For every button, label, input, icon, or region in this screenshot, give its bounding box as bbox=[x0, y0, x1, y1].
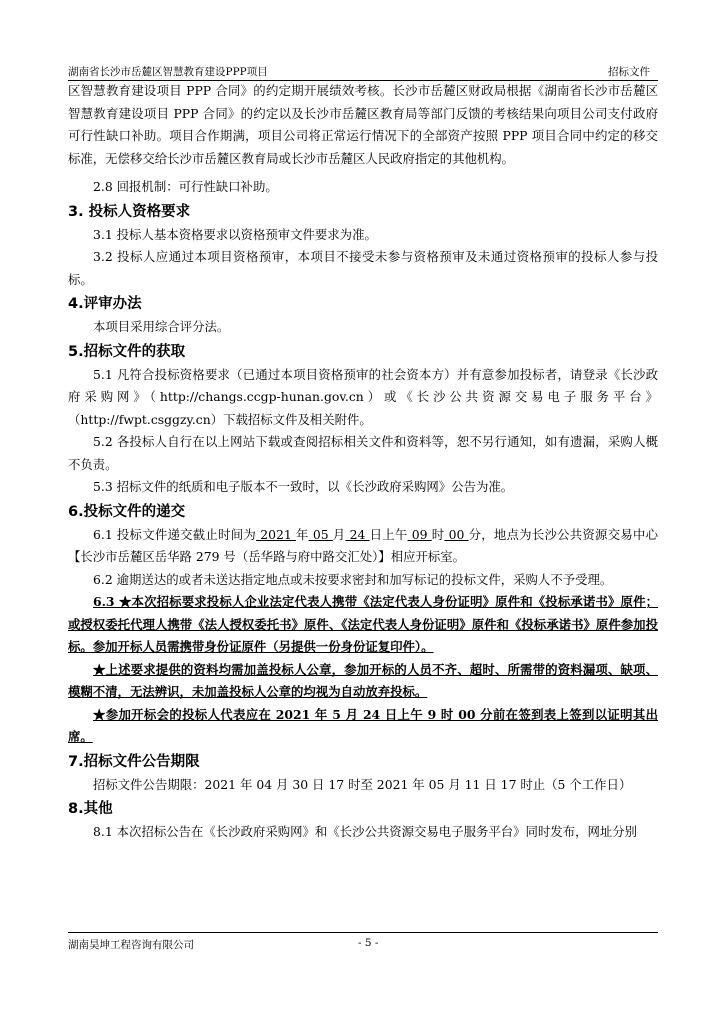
page-number: - 5 - bbox=[358, 937, 379, 949]
text-run: 年 bbox=[295, 526, 309, 542]
paragraph: 5.1 凡符合投标资格要求（已通过本项目资格预审的社会资本方）并有意参加投标者，请登录《长沙政府采购网》（http://changs.ccgp-hunan.gov.cn）或《长沙公共资源交易电子服务平台》（http://fwpt.csggzy.cn）下载招标文件及相关附件。 bbox=[68, 366, 658, 427]
text-run: 月 bbox=[332, 526, 346, 542]
paragraph: 6.2 逾期送达的或者未送达指定地点或未按要求密封和加写标记的投标文件，采购人不予受理。 bbox=[93, 571, 613, 587]
footer-company: 湖南昊坤工程咨询有限公司 bbox=[68, 939, 194, 951]
paragraph: 3.1 投标人基本资格要求以资格预审文件要求为准。 bbox=[93, 226, 377, 242]
page-footer bbox=[68, 932, 658, 949]
header-project-title: 湖南省长沙市岳麓区智慧教育建设PPP项目 bbox=[68, 66, 268, 78]
document-body bbox=[68, 80, 658, 844]
paragraph: 招标文件公告期限：2021 年 04 月 30 日 17 时至 2021 年 05 月 11 日 17 时止（5 个工作日） bbox=[93, 776, 632, 792]
section-heading: 5.招标文件的获取 bbox=[68, 343, 186, 360]
underlined-value: 24 bbox=[345, 526, 370, 542]
section-heading: 7.招标文件公告期限 bbox=[68, 753, 200, 770]
paragraph: 2.8 回报机制：可行性缺口补助。 bbox=[93, 179, 278, 194]
section-heading: 6.投标文件的递交 bbox=[68, 503, 186, 520]
bold-notice-paragraph: ★上述要求提供的资料均需加盖投标人公章，参加开标的人员不齐、超时、所需带的资料漏项、缺项、模糊不清，无法辨识，未加盖投标人公章的均视为自动放弃投标。 bbox=[68, 661, 658, 699]
header-doc-type: 招标文件 bbox=[608, 66, 650, 78]
bold-notice-paragraph: 6.3 ★本次招标要求投标人企业法定代表人携带《法定代表人身份证明》原件和《投标承诺书》原件；或授权委托代理人携带《法人授权委托书》原件、《法定代表人身份证明》原件和《投标承诺书》原件参加投标。参加开标人员需携带身份证原件（另提供一份身份证复印件）。 bbox=[68, 594, 658, 654]
text-run: 日上午 bbox=[369, 526, 408, 542]
underlined-value: 2021 bbox=[256, 526, 296, 542]
paragraph: 区智慧教育建设项目 PPP 合同》的约定期开展绩效考核。长沙市岳麓区财政局根据《湖南省长沙市岳麓区智慧教育建设项目 PPP 合同》的约定以及长沙市岳麓区教育局等部门反馈的考核结果向项目公司支付政府可行性缺口补助。项目合作期满，项目公司将正常运行情况下的全部资产按照 PPP 项目合同中约定的移交标准，无偿移交给长沙市岳麓区教育局或长沙市岳麓区人民政府指定的其他机构。 bbox=[68, 83, 658, 166]
underlined-value: 00 bbox=[444, 526, 469, 542]
paragraph bbox=[68, 524, 658, 569]
page-header bbox=[68, 64, 658, 81]
underlined-value: 05 bbox=[308, 526, 333, 542]
paragraph: 3.2 投标人应通过本项目资格预审，本项目不接受未参与资格预审及未通过资格预审的投标人参与投标。 bbox=[68, 249, 658, 287]
paragraph: 5.2 各投标人自行在以上网站下载或查阅招标相关文件和资料等，恕不另行通知，如有遗漏，采购人概不负责。 bbox=[68, 434, 658, 472]
paragraph: 本项目采用综合评分法。 bbox=[93, 319, 230, 334]
section-heading: 4.评审办法 bbox=[68, 296, 142, 312]
text-run: 分，地点为长沙公共资源交易中心【长沙市岳麓区岳华路 279 号（岳华路与府中路交汇处）】相应开标室。 bbox=[68, 526, 659, 564]
underlined-value: 09 bbox=[407, 526, 432, 542]
section-heading: 3. 投标人资格要求 bbox=[68, 203, 191, 220]
bold-notice-paragraph: ★参加开标会的投标人代表应在 2021 年 5 月 24 日上午 9 时 00 分前在签到表上签到以证明其出席。 bbox=[68, 706, 658, 744]
paragraph: 5.3 招标文件的纸质和电子版本不一致时，以《长沙政府采购网》公告为准。 bbox=[93, 479, 514, 494]
paragraph: 8.1 本次招标公告在《长沙政府采购网》和《长沙公共资源交易电子服务平台》同时发布，网址分别 bbox=[93, 824, 638, 839]
text-run: 6.1 投标文件递交截止时间为 bbox=[93, 526, 257, 542]
text-run: 时 bbox=[431, 526, 445, 542]
section-heading: 8.其他 bbox=[68, 801, 113, 817]
